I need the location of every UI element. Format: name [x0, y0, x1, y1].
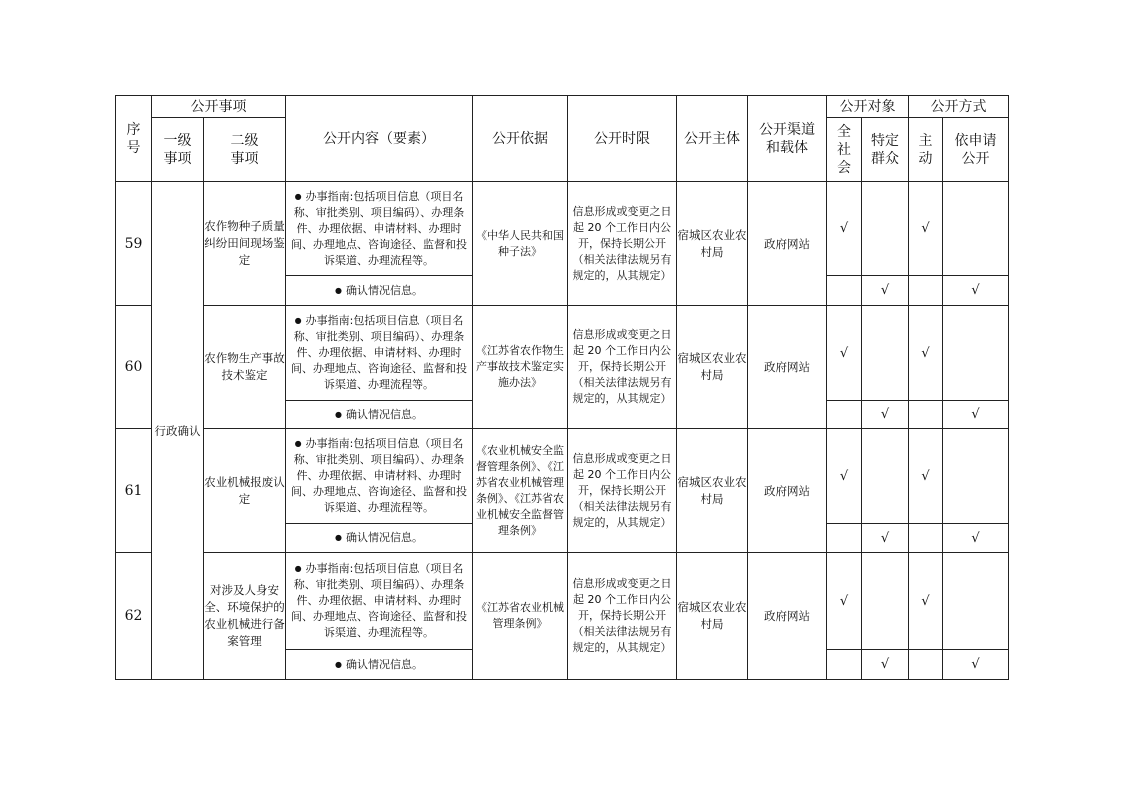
content-confirm-text: 确认情况信息。 [345, 531, 423, 544]
disclosure-table [115, 95, 1009, 680]
check-confirm-specific: √ [862, 650, 909, 680]
header-basis: 公开依据 [473, 96, 568, 182]
header-target-specific: 特定 群众 [862, 118, 909, 182]
header-method: 公开方式 [909, 96, 1009, 118]
check-guide-request [943, 306, 1009, 401]
row-channel: 政府网站 [748, 182, 827, 306]
check-confirm-specific: √ [862, 401, 909, 429]
row-basis: 《农业机械安全监督管理条例》、《江苏省农业机械管理条例》、《江苏省农业机械安全监督管理条例》 [473, 429, 568, 553]
check-confirm-all [827, 524, 862, 553]
bullet-icon [295, 562, 306, 575]
check-guide-request [943, 553, 1009, 650]
row-seq: 60 [116, 306, 152, 429]
row-level2: 农作物种子质量纠纷田间现场鉴定 [204, 182, 286, 306]
table-header [116, 96, 1009, 182]
header-subject: 公开主体 [677, 96, 748, 182]
row-time-limit: 信息形成或变更之日起 20 个工作日内公开，保持长期公开（相关法律法规另有规定的，从其规定） [568, 182, 677, 306]
row-time-limit: 信息形成或变更之日起 20 个工作日内公开，保持长期公开（相关法律法规另有规定的，从其规定） [568, 429, 677, 553]
bullet-icon [295, 314, 306, 327]
check-confirm-specific: √ [862, 276, 909, 306]
header-target: 公开对象 [827, 96, 909, 118]
check-guide-request [943, 429, 1009, 524]
row-channel: 政府网站 [748, 553, 827, 680]
header-method-active: 主 动 [909, 118, 943, 182]
check-guide-specific [862, 429, 909, 524]
check-confirm-request: √ [943, 401, 1009, 429]
check-confirm-active [909, 401, 943, 429]
row-basis: 《江苏省农业机械管理条例》 [473, 553, 568, 680]
bullet-icon [335, 658, 346, 671]
header-channel: 公开渠道 和载体 [748, 96, 827, 182]
bullet-icon [335, 284, 346, 297]
check-guide-active: √ [909, 306, 943, 401]
check-confirm-all [827, 401, 862, 429]
row-content-confirm [286, 276, 473, 306]
row-seq: 59 [116, 182, 152, 306]
content-guide-text: 办事指南:包括项目信息（项目名称、审批类别、项目编码）、办理条件、办理依据、申请材料、办理时间、办理地点、咨询途径、监督和投诉渠道、办理流程等。 [291, 437, 467, 514]
row-level2: 农业机械报废认定 [204, 429, 286, 553]
row-basis: 《中华人民共和国种子法》 [473, 182, 568, 306]
bullet-icon [335, 408, 346, 421]
row-subject: 宿城区农业农村局 [677, 429, 748, 553]
check-confirm-active [909, 276, 943, 306]
content-guide-text: 办事指南:包括项目信息（项目名称、审批类别、项目编码）、办理条件、办理依据、申请材料、办理时间、办理地点、咨询途径、监督和投诉渠道、办理流程等。 [291, 189, 467, 267]
bullet-icon [335, 531, 346, 544]
row-time-limit: 信息形成或变更之日起 20 个工作日内公开，保持长期公开（相关法律法规另有规定的，从其规定） [568, 553, 677, 680]
header-level2: 二级 事项 [204, 118, 286, 182]
bullet-icon [295, 437, 306, 450]
row-subject: 宿城区农业农村局 [677, 306, 748, 429]
header-seq: 序 号 [116, 96, 152, 182]
row-channel: 政府网站 [748, 429, 827, 553]
row-content-guide [286, 306, 473, 401]
row-content-guide [286, 553, 473, 650]
row-content-confirm [286, 524, 473, 553]
row-subject: 宿城区农业农村局 [677, 553, 748, 680]
check-guide-specific [862, 182, 909, 276]
check-confirm-all [827, 276, 862, 306]
row-level2: 对涉及人身安全、环境保护的农业机械进行备案管理 [204, 553, 286, 680]
row-subject: 宿城区农业农村局 [677, 182, 748, 306]
check-guide-active: √ [909, 182, 943, 276]
bullet-icon [295, 190, 306, 203]
check-guide-active: √ [909, 553, 943, 650]
table-body [116, 182, 1009, 680]
check-confirm-request: √ [943, 524, 1009, 553]
header-public-items: 公开事项 [152, 96, 286, 118]
row-content-guide [286, 182, 473, 276]
check-guide-all: √ [827, 182, 862, 276]
row-content-guide [286, 429, 473, 524]
content-guide-text: 办事指南:包括项目信息（项目名称、审批类别、项目编码）、办理条件、办理依据、申请材料、办理时间、办理地点、咨询途径、监督和投诉渠道、办理流程等。 [291, 314, 467, 391]
check-confirm-all [827, 650, 862, 680]
header-target-all: 全 社 会 [827, 118, 862, 182]
check-confirm-request: √ [943, 276, 1009, 306]
check-confirm-active [909, 650, 943, 680]
check-guide-specific [862, 306, 909, 401]
check-confirm-request: √ [943, 650, 1009, 680]
table-row [116, 553, 1009, 650]
row-content-confirm [286, 401, 473, 429]
row-seq: 61 [116, 429, 152, 553]
row-basis: 《江苏省农作物生产事故技术鉴定实施办法》 [473, 306, 568, 429]
row-content-confirm [286, 650, 473, 680]
check-guide-all: √ [827, 306, 862, 401]
content-confirm-text: 确认情况信息。 [345, 283, 423, 297]
check-guide-all: √ [827, 553, 862, 650]
check-guide-all: √ [827, 429, 862, 524]
content-confirm-text: 确认情况信息。 [345, 657, 423, 671]
table-row [116, 182, 1009, 276]
row-time-limit: 信息形成或变更之日起 20 个工作日内公开，保持长期公开（相关法律法规另有规定的，从其规定） [568, 306, 677, 429]
header-time-limit: 公开时限 [568, 96, 677, 182]
header-level1: 一级 事项 [152, 118, 204, 182]
table-row [116, 429, 1009, 524]
row-level2: 农作物生产事故技术鉴定 [204, 306, 286, 429]
check-guide-specific [862, 553, 909, 650]
header-content: 公开内容（要素） [286, 96, 473, 182]
row-seq: 62 [116, 553, 152, 680]
check-confirm-specific: √ [862, 524, 909, 553]
check-guide-request [943, 182, 1009, 276]
level1-item: 行政确认 [152, 182, 204, 680]
check-confirm-active [909, 524, 943, 553]
row-channel: 政府网站 [748, 306, 827, 429]
header-method-request: 依申请 公开 [943, 118, 1009, 182]
content-confirm-text: 确认情况信息。 [345, 407, 423, 421]
content-guide-text: 办事指南:包括项目信息（项目名称、审批类别、项目编码）、办理条件、办理依据、申请材料、办理时间、办理地点、咨询途径、监督和投诉渠道、办理流程等。 [291, 562, 467, 639]
check-guide-active: √ [909, 429, 943, 524]
table-row [116, 306, 1009, 401]
